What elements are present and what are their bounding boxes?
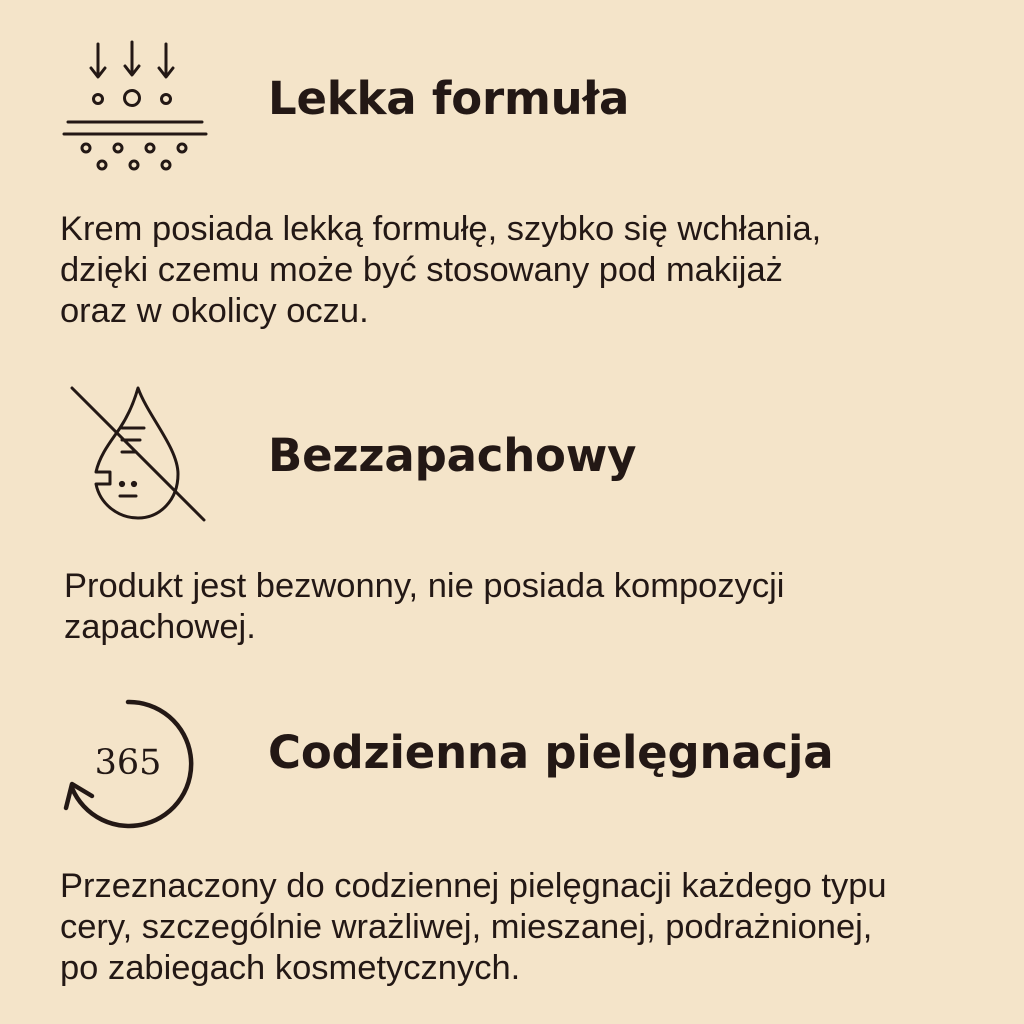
feature-title-light-formula: Lekka formuła xyxy=(268,72,630,125)
description-line: Produkt jest bezwonny, nie posiada kompozycji xyxy=(64,567,785,605)
description-line: po zabiegach kosmetycznych. xyxy=(60,949,521,987)
feature-title-daily-care: Codzienna pielęgnacja xyxy=(268,726,834,779)
daily-care-365-label: 365 xyxy=(94,743,162,783)
fragrance-free-icon xyxy=(60,378,210,528)
description-line: oraz w okolicy oczu. xyxy=(60,292,369,330)
description-line: cery, szczególnie wrażliwej, mieszanej, podrażnionej, xyxy=(60,908,873,946)
feature-description-light-formula xyxy=(60,209,821,332)
feature-description-fragrance-free xyxy=(64,566,784,648)
description-line: Krem posiada lekką formułę, szybko się wchłania, xyxy=(60,210,822,248)
daily-care-365-icon xyxy=(58,692,198,832)
description-line: zapachowej. xyxy=(64,608,256,646)
feature-title-fragrance-free: Bezzapachowy xyxy=(268,429,637,482)
description-line: dzięki czemu może być stosowany pod makijaż xyxy=(60,251,783,289)
description-line: Przeznaczony do codziennej pielęgnacji każdego typu xyxy=(60,867,887,905)
feature-description-daily-care xyxy=(60,866,887,989)
light-formula-icon xyxy=(60,38,210,176)
